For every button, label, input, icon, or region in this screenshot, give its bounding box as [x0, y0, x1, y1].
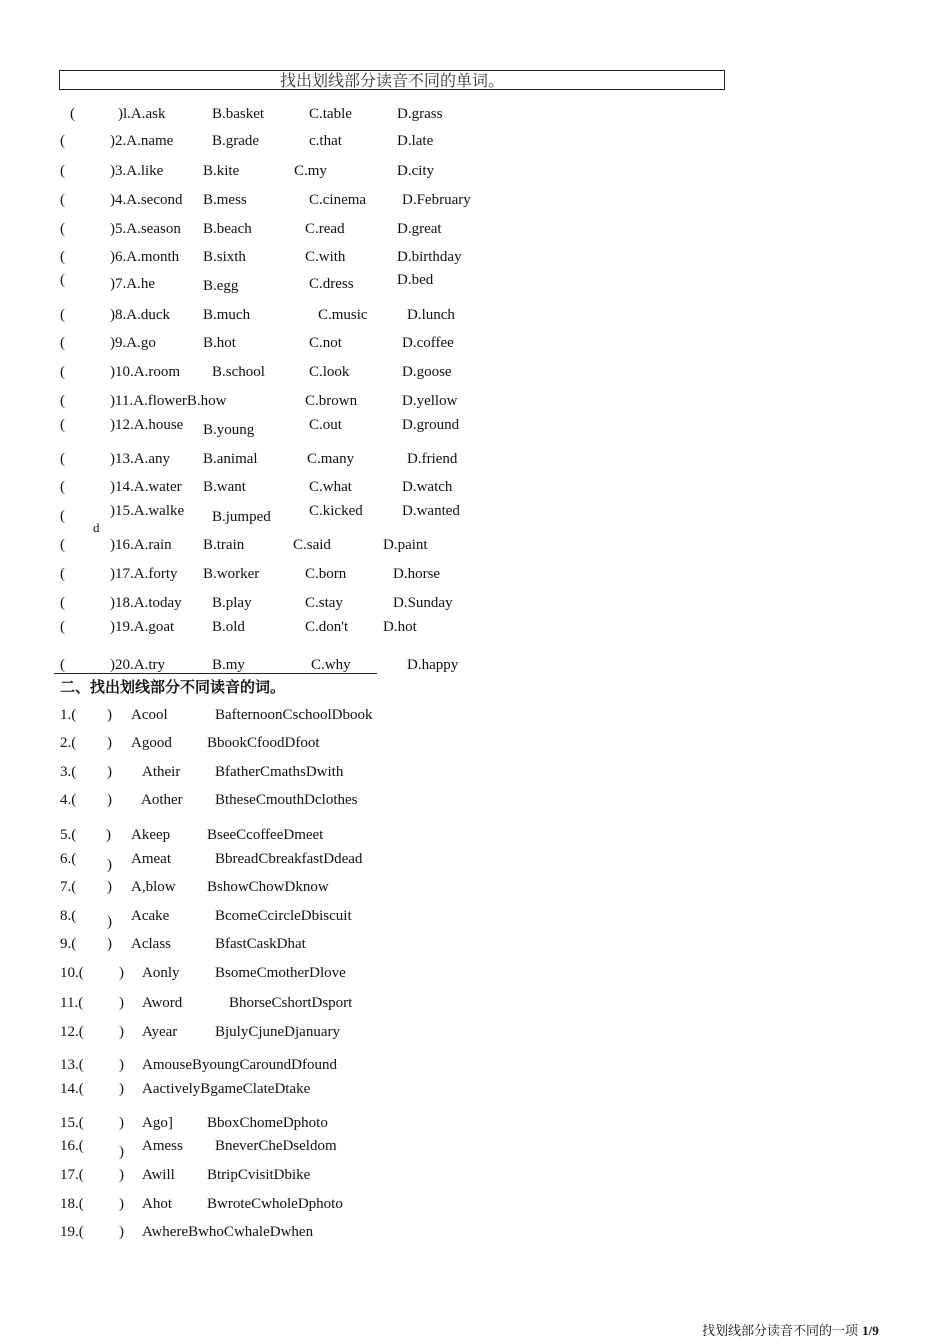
option-a: Aonly — [142, 965, 180, 981]
question-row — [0, 479, 950, 501]
option-c: C.born — [305, 566, 347, 582]
option-a: Amess — [142, 1138, 183, 1154]
question-option-a: )l.A.ask — [118, 106, 166, 122]
question-number: 2.( — [60, 735, 77, 751]
option-b: B.kite — [203, 163, 240, 179]
option-d: D.bed — [397, 272, 434, 288]
option-c: C.said — [293, 537, 331, 553]
answer-bracket: ( — [60, 307, 65, 323]
option-a: A,blow — [131, 879, 176, 895]
option-c: C.stay — [305, 595, 343, 611]
option-b: B.egg — [203, 278, 239, 294]
question-number: 6.( — [60, 851, 77, 867]
answer-bracket-close: ) — [107, 936, 112, 952]
answer-bracket: ( — [60, 249, 65, 265]
answer-bracket: ( — [60, 163, 65, 179]
option-b: B.much — [203, 307, 251, 323]
section1-title-box — [59, 70, 725, 90]
option-a: Atheir — [142, 764, 181, 780]
option-a: AmouseByoungCaroundDfound — [142, 1057, 337, 1073]
option-a: Aclass — [131, 936, 171, 952]
option-c: C.read — [305, 221, 345, 237]
option-d: D.late — [397, 133, 434, 149]
question-row — [0, 995, 950, 1017]
option-d: D.city — [397, 163, 435, 179]
question-row — [0, 364, 950, 386]
options-bcd: BneverCheDseldom — [215, 1138, 337, 1154]
question-row — [0, 1024, 950, 1046]
question-row — [0, 106, 950, 128]
question-row — [0, 1081, 950, 1103]
question-option-a: )10.A.room — [110, 364, 180, 380]
option-b: B.beach — [203, 221, 252, 237]
footer-text: 找划线部分读音不同的一项 — [702, 1324, 859, 1339]
question-number: 13.( — [60, 1057, 84, 1073]
question-number: 16.( — [60, 1138, 84, 1154]
question-option-a: )17.A.forty — [110, 566, 178, 582]
option-d: D.paint — [383, 537, 428, 553]
answer-bracket: ( — [70, 106, 75, 122]
section1-title: 找出划线部分读音不同的单词。 — [279, 71, 504, 90]
answer-bracket: ( — [60, 417, 65, 433]
option-c: C.brown — [305, 393, 358, 409]
options-bcd: BboxChomeDphoto — [207, 1115, 328, 1131]
option-c: C.why — [311, 657, 351, 673]
option-c: C.not — [309, 335, 342, 351]
option-d: D.horse — [393, 566, 441, 582]
option-b: B.basket — [212, 106, 265, 122]
option-d: D.hot — [383, 619, 417, 635]
question-number: 3.( — [60, 764, 77, 780]
question-option-a: )18.A.today — [110, 595, 182, 611]
answer-bracket: ( — [60, 508, 65, 524]
question-row — [0, 595, 950, 617]
option-a: AactivelyBgameClateDtake — [142, 1081, 311, 1097]
answer-bracket-close: ) — [107, 792, 112, 808]
answer-bracket: ( — [60, 272, 65, 288]
question-option-a: )20.A.try — [110, 657, 165, 673]
question-option-a: )11.A.flowerB.how — [110, 393, 227, 409]
question-row — [0, 272, 950, 298]
question-row — [0, 566, 950, 588]
question-row — [0, 1115, 950, 1137]
answer-bracket: ( — [60, 537, 65, 553]
question-number: 4.( — [60, 792, 77, 808]
options-bcd: BcomeCcircleDbiscuit — [215, 908, 352, 924]
answer-bracket-close: ) — [107, 764, 112, 780]
option-c: C.out — [309, 417, 342, 433]
question-row — [0, 221, 950, 243]
question-row — [0, 192, 950, 214]
option-a: Ameat — [131, 851, 171, 867]
question-row — [0, 851, 950, 873]
question-option-a: )9.A.go — [110, 335, 156, 351]
option-c: C.table — [309, 106, 352, 122]
option-b: B.old — [212, 619, 245, 635]
question-number: 1.( — [60, 707, 77, 723]
answer-bracket-close: ) — [119, 995, 124, 1011]
options-bcd: BafternoonCschoolDbook — [215, 707, 373, 723]
question-number: 19.( — [60, 1224, 84, 1240]
stray-letter: d — [93, 520, 100, 535]
question-row — [0, 163, 950, 185]
question-option-a: )15.A.walke — [110, 503, 185, 519]
option-a: Ahot — [142, 1196, 172, 1212]
option-b: B.train — [203, 537, 245, 553]
answer-bracket-close: ) — [119, 1057, 124, 1073]
option-d: D.friend — [407, 451, 458, 467]
question-number: 18.( — [60, 1196, 84, 1212]
option-b: B.mess — [203, 192, 247, 208]
option-d: D.lunch — [407, 307, 455, 323]
option-d: D.grass — [397, 106, 443, 122]
option-d: D.wanted — [402, 503, 460, 519]
question-row — [0, 133, 950, 155]
question-option-a: )14.A.water — [110, 479, 182, 495]
option-a: Acool — [131, 707, 168, 723]
options-bcd: BshowChowDknow — [207, 879, 329, 895]
option-c: C.with — [305, 249, 346, 265]
question-option-a: )2.A.name — [110, 133, 174, 149]
question-number: 17.( — [60, 1167, 84, 1183]
question-row — [0, 1138, 950, 1160]
question-number: 9.( — [60, 936, 77, 952]
answer-bracket: ( — [60, 364, 65, 380]
option-c: c.that — [309, 133, 342, 149]
question-row — [0, 1224, 950, 1246]
question-row — [0, 1057, 950, 1079]
answer-bracket: ( — [60, 393, 65, 409]
option-d: D.great — [397, 221, 442, 237]
question-option-a: )7.A.he — [110, 276, 155, 292]
answer-bracket: ( — [60, 479, 65, 495]
option-d: D.birthday — [397, 249, 462, 265]
option-b: B.worker — [203, 566, 260, 582]
answer-bracket-close: ) — [119, 1196, 124, 1212]
option-c: C.my — [294, 163, 327, 179]
question-number: 14.( — [60, 1081, 84, 1097]
page-footer — [702, 1320, 879, 1339]
question-row — [0, 335, 950, 357]
question-number: 12.( — [60, 1024, 84, 1040]
question-option-a: )16.A.rain — [110, 537, 172, 553]
answer-bracket: ( — [60, 619, 65, 635]
question-number: 5.( — [60, 827, 77, 843]
question-number: 8.( — [60, 908, 77, 924]
option-b: B.animal — [203, 451, 258, 467]
page-number: 1/9 — [862, 1323, 879, 1338]
option-a: AwhereBwhoCwhaleDwhen — [142, 1224, 314, 1240]
question-row — [0, 827, 950, 849]
option-d: D.yellow — [402, 393, 458, 409]
question-option-a: )13.A.any — [110, 451, 170, 467]
options-bcd: BjulyCjuneDjanuary — [215, 1024, 340, 1040]
options-bcd: BseeCcoffeeDmeet — [207, 827, 324, 843]
answer-bracket: ( — [60, 221, 65, 237]
option-a: Agood — [131, 735, 172, 751]
answer-bracket-close: ) — [119, 1224, 124, 1240]
question-row — [0, 965, 950, 987]
section2-heading: 二、找出划线部分不同读音的词。 — [60, 678, 286, 696]
option-d: D.Sunday — [393, 595, 453, 611]
answer-bracket-close: ) — [106, 827, 111, 843]
answer-bracket: ( — [60, 335, 65, 351]
answer-bracket-close: ) — [119, 1144, 124, 1160]
option-c: C.don't — [305, 619, 349, 635]
option-b: B.want — [203, 479, 246, 495]
answer-bracket-close: ) — [119, 1115, 124, 1131]
option-a: Aother — [141, 792, 183, 808]
answer-bracket-close: ) — [119, 1081, 124, 1097]
options-bcd: BbookCfoodDfoot — [207, 735, 320, 751]
option-d: D.watch — [402, 479, 453, 495]
option-b: B.young — [203, 422, 255, 438]
question-option-a: )12.A.house — [110, 417, 184, 433]
option-c: C.music — [318, 307, 368, 323]
question-row — [0, 537, 950, 559]
option-a: Acake — [131, 908, 170, 924]
option-a: Ayear — [142, 1024, 178, 1040]
question-row — [0, 451, 950, 473]
options-bcd: BbreadCbreakfastDdead — [215, 851, 363, 867]
answer-bracket: ( — [60, 192, 65, 208]
option-a: Ago] — [142, 1115, 173, 1131]
question-row — [0, 707, 950, 729]
question-row — [0, 936, 950, 958]
option-c: C.dress — [309, 276, 354, 292]
question-number: 15.( — [60, 1115, 84, 1131]
question-row — [0, 393, 950, 415]
question-row — [0, 1196, 950, 1218]
question-row — [0, 908, 950, 930]
question-option-a: )19.A.goat — [110, 619, 175, 635]
answer-bracket: ( — [60, 595, 65, 611]
option-b: B.grade — [212, 133, 260, 149]
answer-bracket-close: ) — [119, 1024, 124, 1040]
options-bcd: BhorseCshortDsport — [229, 995, 353, 1011]
question-row — [0, 879, 950, 901]
question-row — [0, 735, 950, 757]
question-option-a: )8.A.duck — [110, 307, 170, 323]
question-row — [0, 1167, 950, 1189]
answer-bracket-close: ) — [107, 857, 112, 873]
question-row — [0, 307, 950, 329]
question-row — [0, 792, 950, 814]
options-bcd: BwroteCwholeDphoto — [207, 1196, 343, 1212]
answer-bracket: ( — [60, 133, 65, 149]
option-c: C.look — [309, 364, 350, 380]
question-number: 10.( — [60, 965, 84, 981]
question-row — [0, 249, 950, 271]
answer-bracket: ( — [60, 657, 65, 673]
option-c: C.cinema — [309, 192, 367, 208]
question-number: 11.( — [60, 995, 84, 1011]
answer-bracket-close: ) — [107, 707, 112, 723]
options-bcd: BtripCvisitDbike — [207, 1167, 311, 1183]
option-b: B.jumped — [212, 509, 271, 525]
question-option-a: )5.A.season — [110, 221, 181, 237]
section-divider — [54, 673, 377, 674]
question-option-a: )3.A.like — [110, 163, 164, 179]
option-d: D.coffee — [402, 335, 454, 351]
option-d: D.February — [402, 192, 471, 208]
option-d: D.ground — [402, 417, 460, 433]
option-a: Akeep — [131, 827, 171, 843]
options-bcd: BfastCaskDhat — [215, 936, 306, 952]
options-bcd: BfatherCmathsDwith — [215, 764, 344, 780]
option-d: D.goose — [402, 364, 452, 380]
question-row — [0, 619, 950, 641]
options-bcd: BsomeCmotherDlove — [215, 965, 346, 981]
question-option-a: )4.A.second — [110, 192, 183, 208]
question-option-a: )6.A.month — [110, 249, 180, 265]
option-c: C.many — [307, 451, 355, 467]
option-b: B.sixth — [203, 249, 246, 265]
option-a: Aword — [142, 995, 183, 1011]
option-d: D.happy — [407, 657, 459, 673]
question-row — [0, 503, 950, 525]
question-row — [0, 417, 950, 439]
answer-bracket-close: ) — [107, 735, 112, 751]
option-b: B.my — [212, 657, 245, 673]
option-b: B.play — [212, 595, 252, 611]
options-bcd: BtheseCmouthDclothes — [215, 792, 358, 808]
option-b: B.hot — [203, 335, 236, 351]
question-row — [0, 764, 950, 786]
answer-bracket: ( — [60, 451, 65, 467]
question-number: 7.( — [60, 879, 77, 895]
answer-bracket-close: ) — [107, 879, 112, 895]
answer-bracket-close: ) — [119, 1167, 124, 1183]
option-b: B.school — [212, 364, 265, 380]
option-c: C.kicked — [309, 503, 363, 519]
answer-bracket: ( — [60, 566, 65, 582]
answer-bracket-close: ) — [107, 914, 112, 930]
option-a: Awill — [142, 1167, 175, 1183]
answer-bracket-close: ) — [119, 965, 124, 981]
option-c: C.what — [309, 479, 352, 495]
